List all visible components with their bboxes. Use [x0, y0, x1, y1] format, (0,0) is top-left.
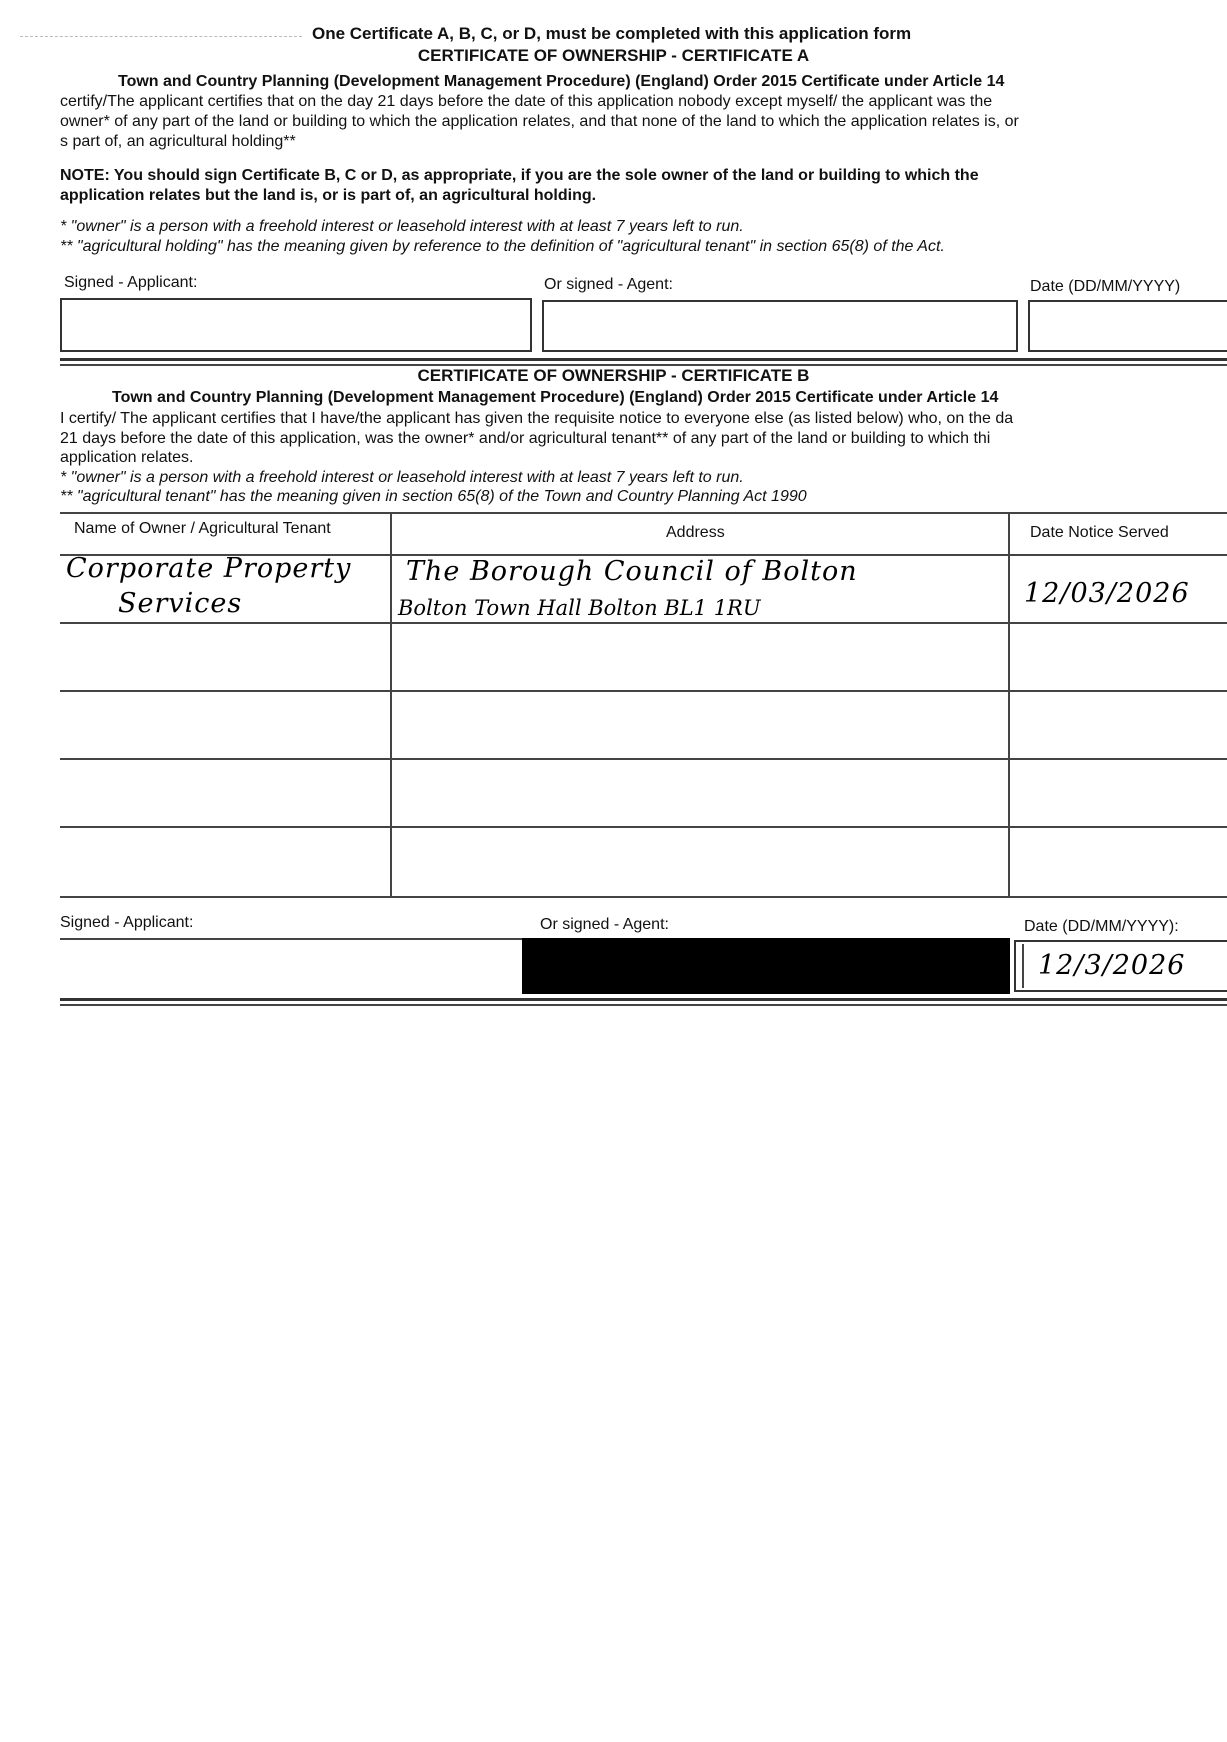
cert-a-body-line3: s part of, an agricultural holding** [60, 133, 296, 150]
table-row-rule [60, 826, 1227, 828]
col-header-address: Address [666, 524, 725, 541]
table-row-rule [60, 690, 1227, 692]
cert-b-signed-agent-label: Or signed - Agent: [540, 916, 669, 933]
cert-a-applicant-signature-box[interactable] [60, 298, 532, 352]
row1-owner-line2[interactable]: Services [118, 588, 243, 619]
cert-a-subtitle: Town and Country Planning (Development Management Procedure) (England) Order 2015 Certificate under Article 14 [118, 73, 1005, 90]
cert-b-body-line2: 21 days before the date of this application, was the owner* and/or agricultural tenant** of any part of the land or building to which thi [60, 430, 991, 447]
bottom-divider-thin [60, 1004, 1227, 1006]
table-row-rule [60, 622, 1227, 624]
cert-b-title: CERTIFICATE OF OWNERSHIP - CERTIFICATE B [417, 366, 810, 385]
row1-date-served[interactable]: 12/03/2026 [1024, 578, 1190, 609]
cert-a-signed-agent-label: Or signed - Agent: [544, 276, 673, 293]
scan-dotted-line [20, 36, 302, 37]
col-header-date: Date Notice Served [1030, 524, 1169, 541]
cert-b-subtitle: Town and Country Planning (Development Management Procedure) (England) Order 2015 Certificate under Article 14 [112, 389, 999, 406]
cert-b-date-label: Date (DD/MM/YYYY): [1024, 918, 1179, 935]
header-instruction: One Certificate A, B, C, or D, must be completed with this application form [312, 24, 912, 43]
cert-b-signed-applicant-label: Signed - Applicant: [60, 914, 194, 931]
cert-a-footnote2: ** "agricultural holding" has the meaning given by reference to the definition of "agricultural tenant" in section 65(8) of the Act. [60, 238, 945, 255]
cert-a-note-line1: NOTE: You should sign Certificate B, C or D, as appropriate, if you are the sole owner of the land or building to which the [60, 167, 979, 184]
cert-a-date-box[interactable] [1028, 300, 1227, 352]
cert-a-signed-applicant-label: Signed - Applicant: [64, 274, 198, 291]
cert-a-agent-signature-box[interactable] [542, 300, 1018, 352]
date-box-inner-stroke [1022, 944, 1024, 988]
table-row-rule [60, 758, 1227, 760]
applicant-signature-top-rule [60, 938, 522, 940]
cert-b-footnote2: ** "agricultural tenant" has the meaning given in section 65(8) of the Town and Country Planning Act 1990 [60, 488, 807, 505]
bottom-divider [60, 998, 1227, 1001]
col-header-owner: Name of Owner / Agricultural Tenant [74, 520, 331, 537]
cert-b-body-line1: I certify/ The applicant certifies that I have/the applicant has given the requisite notice to everyone else (as listed below) who, on the da [60, 410, 1014, 427]
table-col-divider [1008, 512, 1010, 898]
cert-a-note-line2: application relates but the land is, or is part of, an agricultural holding. [60, 187, 597, 204]
cert-a-date-label: Date (DD/MM/YYYY) [1030, 278, 1181, 295]
cert-a-body-line1: certify/The applicant certifies that on the day 21 days before the date of this application nobody except myself/ the applicant was the [60, 93, 993, 110]
cert-b-date-value[interactable]: 12/3/2026 [1038, 950, 1186, 981]
row1-address-line2[interactable]: Bolton Town Hall Bolton BL1 1RU [398, 596, 761, 620]
table-col-divider [390, 512, 392, 898]
cert-b-body-line3: application relates. [60, 449, 194, 466]
redacted-agent-signature [522, 938, 1010, 994]
cert-a-body-line2: owner* of any part of the land or building to which the application relates, and that none of the land to which the application relates is, or [60, 113, 1019, 130]
cert-a-footnote1: * "owner" is a person with a freehold interest or leasehold interest with at least 7 years left to run. [60, 218, 744, 235]
row1-owner-line1[interactable]: Corporate Property [66, 553, 352, 584]
cert-b-footnote1: * "owner" is a person with a freehold interest or leasehold interest with at least 7 years left to run. [60, 469, 744, 486]
row1-address-line1[interactable]: The Borough Council of Bolton [406, 556, 858, 587]
cert-a-title: CERTIFICATE OF OWNERSHIP - CERTIFICATE A [417, 46, 810, 65]
table-bottom-rule [60, 896, 1227, 898]
table-top-rule [60, 512, 1227, 514]
section-divider [60, 358, 1227, 361]
